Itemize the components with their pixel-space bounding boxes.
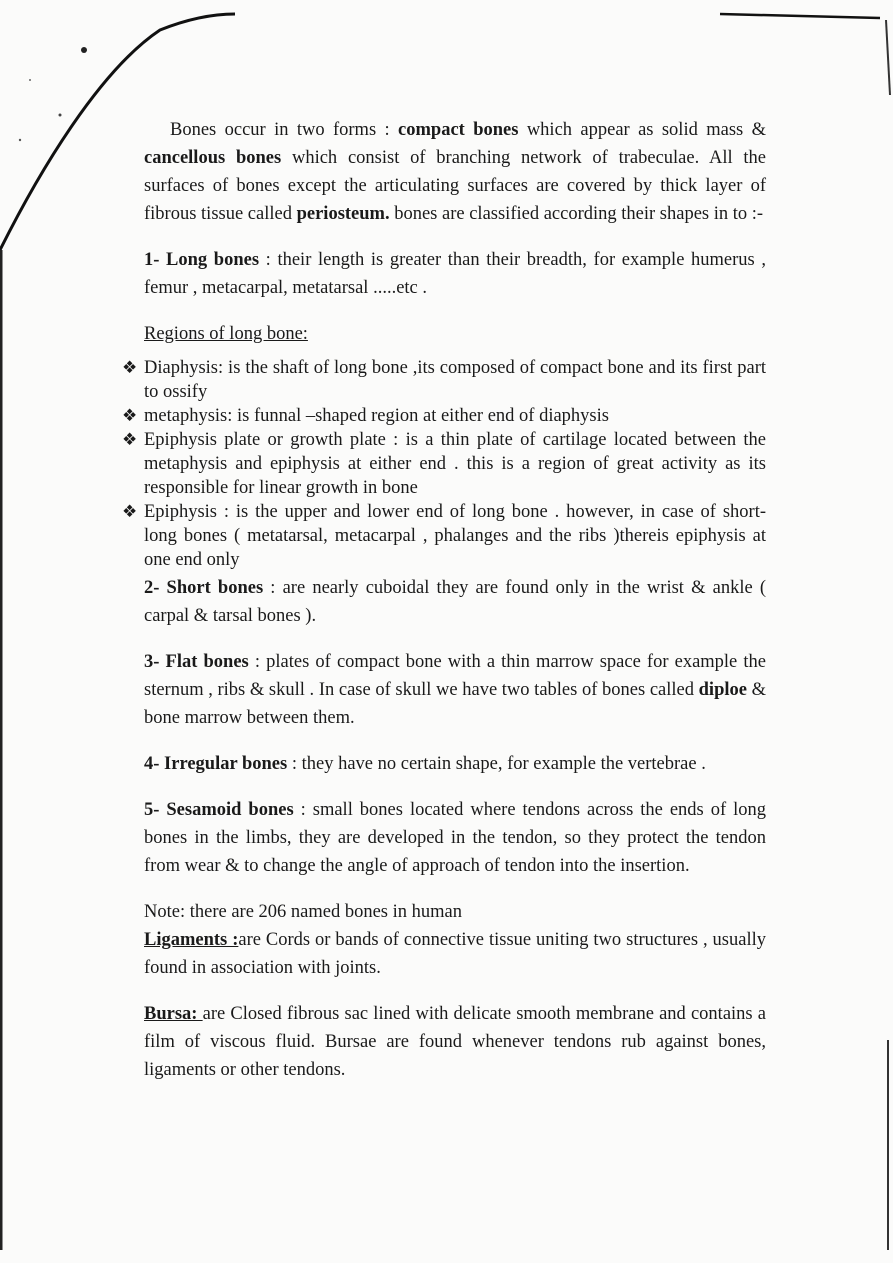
long-bones-text: : their length is greater than their breadth, for example humerus , femur , metacarpal, metatarsal .....etc . bbox=[144, 250, 767, 298]
irregular-bones-text: : they have no certain shape, for example the vertebrae . bbox=[287, 754, 706, 774]
bursa-paragraph bbox=[144, 1000, 766, 1084]
sesamoid-bones-heading: 5- Sesamoid bones bbox=[144, 800, 294, 820]
sesamoid-bones-text: : small bones located where tendons across the ends of long bones in the limbs, they are developed in the tendon, so they protect the tendon from wear & to change the angle of approach of tendon into the insertion. bbox=[144, 800, 766, 876]
long-bones-paragraph bbox=[144, 246, 766, 302]
list-item bbox=[122, 404, 766, 428]
short-bones-text: : are nearly cuboidal they are found only in the wrist & ankle ( carpal & tarsal bones ). bbox=[144, 578, 766, 626]
bursa-text: are Closed fibrous sac lined with delicate smooth membrane and contains a film of viscous fluid. Bursae are found whenever tendons rub against bones, ligaments or other tendons. bbox=[144, 1004, 767, 1080]
ligaments-paragraph bbox=[144, 926, 766, 982]
flat-bones-text-2: & bone marrow between them. bbox=[144, 680, 767, 728]
intro-text-3: which consist of branching network of trabeculae. All the surfaces of bones except the articulating surfaces are covered by thick layer of fibrous tissue called bbox=[144, 148, 766, 224]
diamond-bullet-icon: ❖ bbox=[122, 430, 138, 449]
intro-text-4: bones are classified according their shapes in to :- bbox=[389, 204, 764, 224]
term-cancellous-bones: cancellous bones bbox=[144, 148, 282, 168]
flat-bones-heading: 3- Flat bones bbox=[144, 652, 249, 672]
region-growth-plate: Epiphysis plate or growth plate : is a thin plate of cartilage located between the metaphysis and epiphysis at either end . this is a region of great activity as its responsible for linear growth in bone bbox=[144, 430, 766, 498]
flat-bones-text-1: : plates of compact bone with a thin marrow space for example the sternum , ribs & skull . In case of skull we have two tables of bones called bbox=[144, 652, 766, 700]
document-page bbox=[122, 116, 767, 1084]
flat-bones-paragraph bbox=[144, 648, 766, 732]
irregular-bones-heading: 4- Irregular bones bbox=[144, 754, 288, 774]
region-epiphysis: Epiphysis : is the upper and lower end of long bone . however, in case of short- long bones ( metatarsal, metacarpal , phalanges and the ribs )thereis epiphysis at one end only bbox=[144, 502, 766, 570]
ligaments-heading: Ligaments : bbox=[144, 930, 239, 950]
term-periosteum: periosteum. bbox=[296, 204, 390, 224]
list-item bbox=[122, 500, 766, 572]
region-diaphysis: Diaphysis: is the shaft of long bone ,its composed of compact bone and its first part to ossify bbox=[144, 358, 766, 402]
diamond-bullet-icon: ❖ bbox=[122, 358, 138, 377]
short-bones-paragraph bbox=[144, 574, 766, 630]
list-item bbox=[122, 428, 766, 500]
regions-title: Regions of long bone: bbox=[144, 324, 308, 344]
intro-text-1: Bones occur in two forms : bbox=[170, 120, 399, 140]
term-compact-bones: compact bones bbox=[398, 120, 519, 140]
irregular-bones-paragraph bbox=[144, 750, 766, 778]
ligaments-text: are Cords or bands of connective tissue uniting two structures , usually found in association with joints. bbox=[144, 930, 767, 978]
bursa-heading: Bursa: bbox=[144, 1004, 203, 1024]
list-item bbox=[122, 356, 766, 404]
note-line: Note: there are 206 named bones in human bbox=[144, 902, 462, 922]
regions-list bbox=[122, 356, 766, 572]
long-bones-heading: 1- Long bones bbox=[144, 250, 260, 270]
sesamoid-bones-paragraph bbox=[144, 796, 766, 880]
diamond-bullet-icon: ❖ bbox=[122, 502, 138, 521]
region-metaphysis: metaphysis: is funnal –shaped region at either end of diaphysis bbox=[144, 406, 609, 426]
diamond-bullet-icon: ❖ bbox=[122, 406, 138, 425]
short-bones-heading: 2- Short bones bbox=[144, 578, 264, 598]
intro-paragraph bbox=[144, 116, 766, 228]
intro-text-2: which appear as solid mass & bbox=[518, 120, 766, 140]
term-diploe: diploe bbox=[698, 680, 747, 700]
